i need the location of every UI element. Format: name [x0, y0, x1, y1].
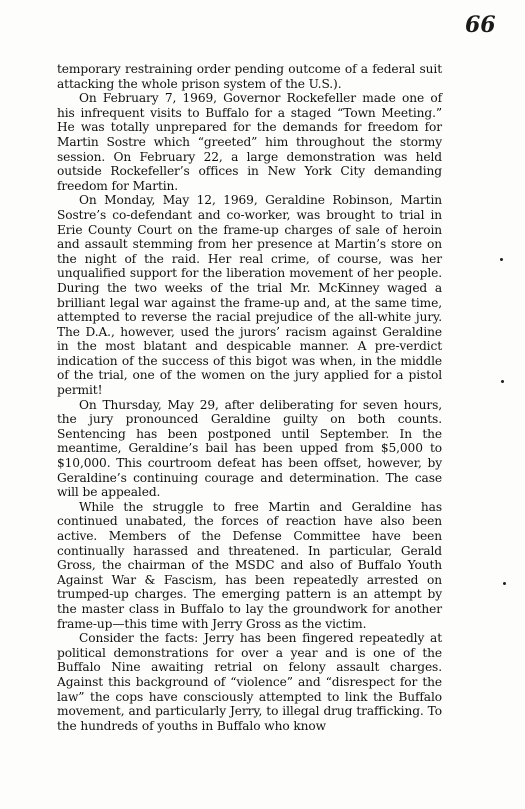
paragraph: While the struggle to free Martin and Geraldine has continued unabated, the forces of reaction have also been active. Members of the Defense Committee have been continually harassed and threatened. In particular, Gerald Gross, the chairman of the MSDC and also of Buffalo Youth Against War & Fascism, has been repeatedly arrested on trumped-up charges. The emerging pattern is an attempt by the master class in Buffalo to lay the groundwork for another frame-up—this time with Jerry Gross as the victim.: [57, 499, 442, 631]
scan-speck: [503, 582, 506, 585]
paragraph: On Thursday, May 29, after deliberating for seven hours, the jury pronounced Geraldine guilty on both counts. Sentencing has been postponed until September. In the meantime, Geraldine’s bail has been upped from $5,000 to $10,000. This courtroom defeat has been offset, however, by Geraldine’s continuing courage and determination. The case will be appealed.: [57, 397, 442, 500]
body-text: [57, 62, 442, 733]
paragraph: Consider the facts: Jerry has been fingered repeatedly at political demonstrations for over a year and is one of the Buffalo Nine awaiting retrial on felony assault charges. Against this background of “violence” and “disrespect for the law” the cops have consciously attempted to link the Buffalo movement, and particularly Jerry, to illegal drug trafficking. To the hundreds of youths in Buffalo who know: [57, 631, 442, 733]
page-number: 66: [465, 12, 496, 38]
paragraph: On Monday, May 12, 1969, Geraldine Robinson, Martin Sostre’s co-defendant and co-worker, was brought to trial in Erie County Court on the frame-up charges of sale of heroin and assault stemming from her presence at Martin’s store on the night of the raid. Her real crime, of course, was her unqualified support for the liberation movement of her people. During the two weeks of the trial Mr. McKinney waged a brilliant legal war against the frame-up and, at the same time, attempted to reverse the racial prejudice of the all-white jury. The D.A., however, used the jurors’ racism against Geraldine in the most blatant and despicable manner. A pre-verdict indication of the success of this bigot was when, in the middle of the trial, one of the women on the jury applied for a pistol permit!: [57, 193, 442, 398]
scan-speck: [501, 380, 504, 383]
scan-speck: [500, 258, 503, 261]
paragraph: temporary restraining order pending outcome of a federal suit attacking the whole prison system of the U.S.).: [57, 62, 442, 91]
paragraph: On February 7, 1969, Governor Rockefeller made one of his infrequent visits to Buffalo for a staged “Town Meeting.” He was totally unprepared for the demands for freedom for Martin Sostre which “greeted” him throughout the stormy session. On February 22, a large demonstration was held outside Rockefeller’s offices in New York City demanding freedom for Martin.: [57, 91, 442, 193]
